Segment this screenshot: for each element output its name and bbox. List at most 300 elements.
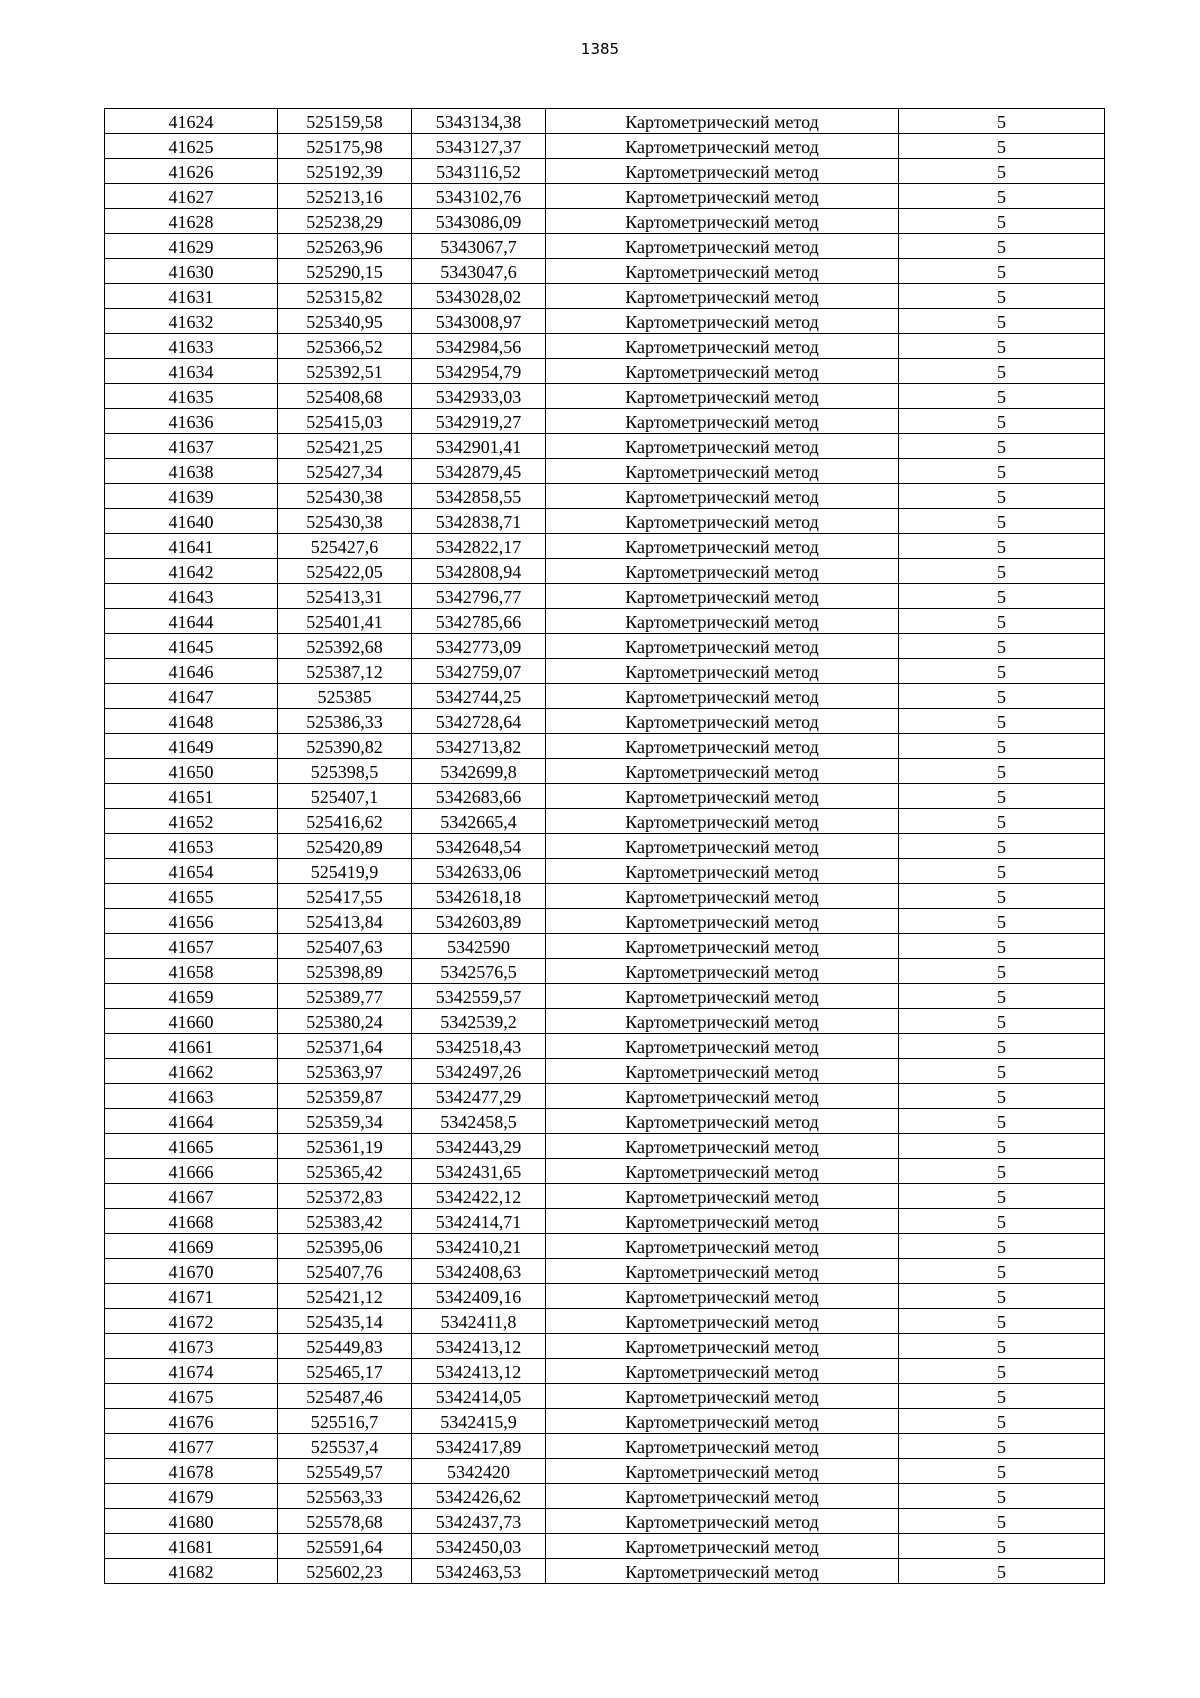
table-row: [105, 984, 1105, 1009]
page-number: 1385: [580, 40, 620, 58]
y-coordinate-cell: 5342919,27: [412, 409, 546, 434]
y-coordinate-cell: 5342426,62: [412, 1484, 546, 1509]
x-coordinate-cell: 525315,82: [278, 284, 412, 309]
y-coordinate-cell: 5342518,43: [412, 1034, 546, 1059]
x-coordinate-cell: 525578,68: [278, 1509, 412, 1534]
table-row: [105, 559, 1105, 584]
y-coordinate-cell: 5342933,03: [412, 384, 546, 409]
x-coordinate-cell: 525398,5: [278, 759, 412, 784]
method-cell: Картометрический метод: [546, 459, 899, 484]
x-coordinate-cell: 525361,19: [278, 1134, 412, 1159]
accuracy-cell: 5: [899, 534, 1105, 559]
accuracy-cell: 5: [899, 1284, 1105, 1309]
table-row: [105, 384, 1105, 409]
point-number-cell: 41630: [105, 259, 278, 284]
point-number-cell: 41666: [105, 1159, 278, 1184]
x-coordinate-cell: 525386,33: [278, 709, 412, 734]
y-coordinate-cell: 5342411,8: [412, 1309, 546, 1334]
table-row: [105, 1034, 1105, 1059]
table-row: [105, 734, 1105, 759]
point-number-cell: 41634: [105, 359, 278, 384]
method-cell: Картометрический метод: [546, 1309, 899, 1334]
x-coordinate-cell: 525365,42: [278, 1159, 412, 1184]
accuracy-cell: 5: [899, 134, 1105, 159]
y-coordinate-cell: 5342603,89: [412, 909, 546, 934]
point-number-cell: 41664: [105, 1109, 278, 1134]
y-coordinate-cell: 5343127,37: [412, 134, 546, 159]
table-row: [105, 884, 1105, 909]
point-number-cell: 41668: [105, 1209, 278, 1234]
y-coordinate-cell: 5343086,09: [412, 209, 546, 234]
accuracy-cell: 5: [899, 634, 1105, 659]
point-number-cell: 41674: [105, 1359, 278, 1384]
x-coordinate-cell: 525421,25: [278, 434, 412, 459]
accuracy-cell: 5: [899, 784, 1105, 809]
y-coordinate-cell: 5342415,9: [412, 1409, 546, 1434]
x-coordinate-cell: 525290,15: [278, 259, 412, 284]
accuracy-cell: 5: [899, 259, 1105, 284]
method-cell: Картометрический метод: [546, 1334, 899, 1359]
point-number-cell: 41643: [105, 584, 278, 609]
x-coordinate-cell: 525591,64: [278, 1534, 412, 1559]
y-coordinate-cell: 5342648,54: [412, 834, 546, 859]
table-row: [105, 1534, 1105, 1559]
accuracy-cell: 5: [899, 559, 1105, 584]
point-number-cell: 41626: [105, 159, 278, 184]
accuracy-cell: 5: [899, 959, 1105, 984]
y-coordinate-cell: 5343008,97: [412, 309, 546, 334]
x-coordinate-cell: 525413,31: [278, 584, 412, 609]
table-row: [105, 159, 1105, 184]
accuracy-cell: 5: [899, 409, 1105, 434]
table-row: [105, 184, 1105, 209]
accuracy-cell: 5: [899, 359, 1105, 384]
point-number-cell: 41654: [105, 859, 278, 884]
point-number-cell: 41646: [105, 659, 278, 684]
point-number-cell: 41631: [105, 284, 278, 309]
table-row: [105, 959, 1105, 984]
table-row: [105, 584, 1105, 609]
point-number-cell: 41638: [105, 459, 278, 484]
method-cell: Картометрический метод: [546, 184, 899, 209]
accuracy-cell: 5: [899, 1134, 1105, 1159]
table-row: [105, 434, 1105, 459]
method-cell: Картометрический метод: [546, 884, 899, 909]
point-number-cell: 41660: [105, 1009, 278, 1034]
point-number-cell: 41661: [105, 1034, 278, 1059]
table-row: [105, 759, 1105, 784]
y-coordinate-cell: 5343028,02: [412, 284, 546, 309]
method-cell: Картометрический метод: [546, 409, 899, 434]
method-cell: Картометрический метод: [546, 1484, 899, 1509]
x-coordinate-cell: 525427,6: [278, 534, 412, 559]
accuracy-cell: 5: [899, 209, 1105, 234]
table-row: [105, 334, 1105, 359]
point-number-cell: 41624: [105, 109, 278, 134]
table-row: [105, 1509, 1105, 1534]
accuracy-cell: 5: [899, 109, 1105, 134]
table-row: [105, 309, 1105, 334]
point-number-cell: 41635: [105, 384, 278, 409]
method-cell: Картометрический метод: [546, 534, 899, 559]
x-coordinate-cell: 525415,03: [278, 409, 412, 434]
method-cell: Картометрический метод: [546, 1084, 899, 1109]
accuracy-cell: 5: [899, 584, 1105, 609]
x-coordinate-cell: 525395,06: [278, 1234, 412, 1259]
point-number-cell: 41651: [105, 784, 278, 809]
method-cell: Картометрический метод: [546, 784, 899, 809]
x-coordinate-cell: 525416,62: [278, 809, 412, 834]
x-coordinate-cell: 525238,29: [278, 209, 412, 234]
point-number-cell: 41662: [105, 1059, 278, 1084]
point-number-cell: 41632: [105, 309, 278, 334]
table-row: [105, 1059, 1105, 1084]
point-number-cell: 41658: [105, 959, 278, 984]
x-coordinate-cell: 525435,14: [278, 1309, 412, 1334]
accuracy-cell: 5: [899, 1409, 1105, 1434]
x-coordinate-cell: 525213,16: [278, 184, 412, 209]
point-number-cell: 41677: [105, 1434, 278, 1459]
accuracy-cell: 5: [899, 609, 1105, 634]
x-coordinate-cell: 525516,7: [278, 1409, 412, 1434]
table-row: [105, 234, 1105, 259]
y-coordinate-cell: 5342443,29: [412, 1134, 546, 1159]
method-cell: Картометрический метод: [546, 384, 899, 409]
y-coordinate-cell: 5342414,05: [412, 1384, 546, 1409]
y-coordinate-cell: 5342450,03: [412, 1534, 546, 1559]
table-row: [105, 1184, 1105, 1209]
y-coordinate-cell: 5342590: [412, 934, 546, 959]
method-cell: Картометрический метод: [546, 1259, 899, 1284]
method-cell: Картометрический метод: [546, 484, 899, 509]
x-coordinate-cell: 525159,58: [278, 109, 412, 134]
accuracy-cell: 5: [899, 1459, 1105, 1484]
accuracy-cell: 5: [899, 759, 1105, 784]
x-coordinate-cell: 525340,95: [278, 309, 412, 334]
x-coordinate-cell: 525408,68: [278, 384, 412, 409]
y-coordinate-cell: 5342559,57: [412, 984, 546, 1009]
accuracy-cell: 5: [899, 234, 1105, 259]
x-coordinate-cell: 525398,89: [278, 959, 412, 984]
point-number-cell: 41675: [105, 1384, 278, 1409]
accuracy-cell: 5: [899, 709, 1105, 734]
y-coordinate-cell: 5342422,12: [412, 1184, 546, 1209]
table-row: [105, 934, 1105, 959]
y-coordinate-cell: 5342785,66: [412, 609, 546, 634]
method-cell: Картометрический метод: [546, 109, 899, 134]
y-coordinate-cell: 5342713,82: [412, 734, 546, 759]
accuracy-cell: 5: [899, 309, 1105, 334]
accuracy-cell: 5: [899, 1084, 1105, 1109]
y-coordinate-cell: 5342413,12: [412, 1359, 546, 1384]
table-row: [105, 784, 1105, 809]
method-cell: Картометрический метод: [546, 1409, 899, 1434]
y-coordinate-cell: 5342984,56: [412, 334, 546, 359]
y-coordinate-cell: 5342618,18: [412, 884, 546, 909]
table-row: [105, 1359, 1105, 1384]
point-number-cell: 41665: [105, 1134, 278, 1159]
method-cell: Картометрический метод: [546, 1034, 899, 1059]
accuracy-cell: 5: [899, 459, 1105, 484]
table-row: [105, 484, 1105, 509]
table-row: [105, 809, 1105, 834]
table-row: [105, 284, 1105, 309]
accuracy-cell: 5: [899, 684, 1105, 709]
x-coordinate-cell: 525192,39: [278, 159, 412, 184]
x-coordinate-cell: 525420,89: [278, 834, 412, 859]
table-row: [105, 1384, 1105, 1409]
accuracy-cell: 5: [899, 1234, 1105, 1259]
point-number-cell: 41673: [105, 1334, 278, 1359]
point-number-cell: 41667: [105, 1184, 278, 1209]
point-number-cell: 41682: [105, 1559, 278, 1584]
point-number-cell: 41637: [105, 434, 278, 459]
method-cell: Картометрический метод: [546, 934, 899, 959]
method-cell: Картометрический метод: [546, 1359, 899, 1384]
y-coordinate-cell: 5342633,06: [412, 859, 546, 884]
method-cell: Картометрический метод: [546, 334, 899, 359]
x-coordinate-cell: 525389,77: [278, 984, 412, 1009]
method-cell: Картометрический метод: [546, 1009, 899, 1034]
x-coordinate-cell: 525392,51: [278, 359, 412, 384]
point-number-cell: 41678: [105, 1459, 278, 1484]
table-row: [105, 709, 1105, 734]
table-row: [105, 109, 1105, 134]
x-coordinate-cell: 525413,84: [278, 909, 412, 934]
point-number-cell: 41636: [105, 409, 278, 434]
y-coordinate-cell: 5343134,38: [412, 109, 546, 134]
table-row: [105, 134, 1105, 159]
x-coordinate-cell: 525385: [278, 684, 412, 709]
table-row: [105, 609, 1105, 634]
method-cell: Картометрический метод: [546, 309, 899, 334]
accuracy-cell: 5: [899, 1159, 1105, 1184]
table-row: [105, 534, 1105, 559]
y-coordinate-cell: 5342409,16: [412, 1284, 546, 1309]
x-coordinate-cell: 525390,82: [278, 734, 412, 759]
x-coordinate-cell: 525430,38: [278, 509, 412, 534]
x-coordinate-cell: 525401,41: [278, 609, 412, 634]
point-number-cell: 41650: [105, 759, 278, 784]
accuracy-cell: 5: [899, 484, 1105, 509]
table-row: [105, 1234, 1105, 1259]
method-cell: Картометрический метод: [546, 1384, 899, 1409]
x-coordinate-cell: 525359,87: [278, 1084, 412, 1109]
method-cell: Картометрический метод: [546, 1159, 899, 1184]
accuracy-cell: 5: [899, 334, 1105, 359]
point-number-cell: 41647: [105, 684, 278, 709]
point-number-cell: 41679: [105, 1484, 278, 1509]
accuracy-cell: 5: [899, 809, 1105, 834]
point-number-cell: 41657: [105, 934, 278, 959]
method-cell: Картометрический метод: [546, 809, 899, 834]
accuracy-cell: 5: [899, 1009, 1105, 1034]
point-number-cell: 41640: [105, 509, 278, 534]
method-cell: Картометрический метод: [546, 984, 899, 1009]
accuracy-cell: 5: [899, 159, 1105, 184]
method-cell: Картометрический метод: [546, 509, 899, 534]
x-coordinate-cell: 525407,1: [278, 784, 412, 809]
x-coordinate-cell: 525407,76: [278, 1259, 412, 1284]
accuracy-cell: 5: [899, 659, 1105, 684]
method-cell: Картометрический метод: [546, 434, 899, 459]
table-row: [105, 259, 1105, 284]
accuracy-cell: 5: [899, 384, 1105, 409]
method-cell: Картометрический метод: [546, 1059, 899, 1084]
point-number-cell: 41671: [105, 1284, 278, 1309]
accuracy-cell: 5: [899, 1559, 1105, 1584]
accuracy-cell: 5: [899, 1484, 1105, 1509]
y-coordinate-cell: 5342683,66: [412, 784, 546, 809]
accuracy-cell: 5: [899, 859, 1105, 884]
accuracy-cell: 5: [899, 1034, 1105, 1059]
y-coordinate-cell: 5342759,07: [412, 659, 546, 684]
method-cell: Картометрический метод: [546, 1559, 899, 1584]
point-number-cell: 41663: [105, 1084, 278, 1109]
y-coordinate-cell: 5342728,64: [412, 709, 546, 734]
accuracy-cell: 5: [899, 184, 1105, 209]
table-row: [105, 1484, 1105, 1509]
table-row: [105, 859, 1105, 884]
x-coordinate-cell: 525465,17: [278, 1359, 412, 1384]
x-coordinate-cell: 525366,52: [278, 334, 412, 359]
y-coordinate-cell: 5342773,09: [412, 634, 546, 659]
method-cell: Картометрический метод: [546, 584, 899, 609]
y-coordinate-cell: 5342699,8: [412, 759, 546, 784]
y-coordinate-cell: 5342879,45: [412, 459, 546, 484]
method-cell: Картометрический метод: [546, 734, 899, 759]
table-row: [105, 1459, 1105, 1484]
method-cell: Картометрический метод: [546, 959, 899, 984]
table-row: [105, 209, 1105, 234]
method-cell: Картометрический метод: [546, 634, 899, 659]
method-cell: Картометрический метод: [546, 1184, 899, 1209]
point-number-cell: 41639: [105, 484, 278, 509]
method-cell: Картометрический метод: [546, 909, 899, 934]
y-coordinate-cell: 5342539,2: [412, 1009, 546, 1034]
point-number-cell: 41645: [105, 634, 278, 659]
method-cell: Картометрический метод: [546, 1134, 899, 1159]
y-coordinate-cell: 5342665,4: [412, 809, 546, 834]
accuracy-cell: 5: [899, 1509, 1105, 1534]
y-coordinate-cell: 5342477,29: [412, 1084, 546, 1109]
method-cell: Картометрический метод: [546, 609, 899, 634]
accuracy-cell: 5: [899, 284, 1105, 309]
point-number-cell: 41641: [105, 534, 278, 559]
method-cell: Картометрический метод: [546, 1234, 899, 1259]
point-number-cell: 41633: [105, 334, 278, 359]
table-row: [105, 1259, 1105, 1284]
method-cell: Картометрический метод: [546, 859, 899, 884]
method-cell: Картометрический метод: [546, 684, 899, 709]
method-cell: Картометрический метод: [546, 284, 899, 309]
table-row: [105, 1409, 1105, 1434]
y-coordinate-cell: 5342420: [412, 1459, 546, 1484]
method-cell: Картометрический метод: [546, 759, 899, 784]
accuracy-cell: 5: [899, 1359, 1105, 1384]
x-coordinate-cell: 525392,68: [278, 634, 412, 659]
accuracy-cell: 5: [899, 909, 1105, 934]
y-coordinate-cell: 5343102,76: [412, 184, 546, 209]
y-coordinate-cell: 5342497,26: [412, 1059, 546, 1084]
table-row: [105, 1559, 1105, 1584]
accuracy-cell: 5: [899, 1309, 1105, 1334]
method-cell: Картометрический метод: [546, 1434, 899, 1459]
accuracy-cell: 5: [899, 509, 1105, 534]
point-number-cell: 41625: [105, 134, 278, 159]
y-coordinate-cell: 5342408,63: [412, 1259, 546, 1284]
accuracy-cell: 5: [899, 884, 1105, 909]
x-coordinate-cell: 525380,24: [278, 1009, 412, 1034]
method-cell: Картометрический метод: [546, 359, 899, 384]
table-row: [105, 1109, 1105, 1134]
table-row: [105, 1284, 1105, 1309]
table-row: [105, 1334, 1105, 1359]
table-row: [105, 834, 1105, 859]
table-row: [105, 359, 1105, 384]
y-coordinate-cell: 5342576,5: [412, 959, 546, 984]
y-coordinate-cell: 5342954,79: [412, 359, 546, 384]
accuracy-cell: 5: [899, 1334, 1105, 1359]
y-coordinate-cell: 5342796,77: [412, 584, 546, 609]
accuracy-cell: 5: [899, 834, 1105, 859]
point-number-cell: 41659: [105, 984, 278, 1009]
y-coordinate-cell: 5342410,21: [412, 1234, 546, 1259]
table-row: [105, 459, 1105, 484]
method-cell: Картометрический метод: [546, 1209, 899, 1234]
accuracy-cell: 5: [899, 1109, 1105, 1134]
method-cell: Картометрический метод: [546, 209, 899, 234]
point-number-cell: 41655: [105, 884, 278, 909]
point-number-cell: 41680: [105, 1509, 278, 1534]
accuracy-cell: 5: [899, 1384, 1105, 1409]
accuracy-cell: 5: [899, 934, 1105, 959]
method-cell: Картометрический метод: [546, 259, 899, 284]
y-coordinate-cell: 5342458,5: [412, 1109, 546, 1134]
y-coordinate-cell: 5342414,71: [412, 1209, 546, 1234]
accuracy-cell: 5: [899, 984, 1105, 1009]
x-coordinate-cell: 525417,55: [278, 884, 412, 909]
x-coordinate-cell: 525387,12: [278, 659, 412, 684]
x-coordinate-cell: 525537,4: [278, 1434, 412, 1459]
point-number-cell: 41629: [105, 234, 278, 259]
point-number-cell: 41670: [105, 1259, 278, 1284]
method-cell: Картометрический метод: [546, 834, 899, 859]
method-cell: Картометрический метод: [546, 1509, 899, 1534]
y-coordinate-cell: 5342463,53: [412, 1559, 546, 1584]
x-coordinate-cell: 525372,83: [278, 1184, 412, 1209]
x-coordinate-cell: 525383,42: [278, 1209, 412, 1234]
point-number-cell: 41648: [105, 709, 278, 734]
y-coordinate-cell: 5342901,41: [412, 434, 546, 459]
point-number-cell: 41656: [105, 909, 278, 934]
point-number-cell: 41628: [105, 209, 278, 234]
method-cell: Картометрический метод: [546, 559, 899, 584]
table-row: [105, 1309, 1105, 1334]
y-coordinate-cell: 5343116,52: [412, 159, 546, 184]
x-coordinate-cell: 525421,12: [278, 1284, 412, 1309]
y-coordinate-cell: 5342744,25: [412, 684, 546, 709]
x-coordinate-cell: 525371,64: [278, 1034, 412, 1059]
x-coordinate-cell: 525175,98: [278, 134, 412, 159]
accuracy-cell: 5: [899, 1434, 1105, 1459]
accuracy-cell: 5: [899, 1209, 1105, 1234]
x-coordinate-cell: 525407,63: [278, 934, 412, 959]
table-row: [105, 1009, 1105, 1034]
table-row: [105, 634, 1105, 659]
point-number-cell: 41649: [105, 734, 278, 759]
table-row: [105, 684, 1105, 709]
